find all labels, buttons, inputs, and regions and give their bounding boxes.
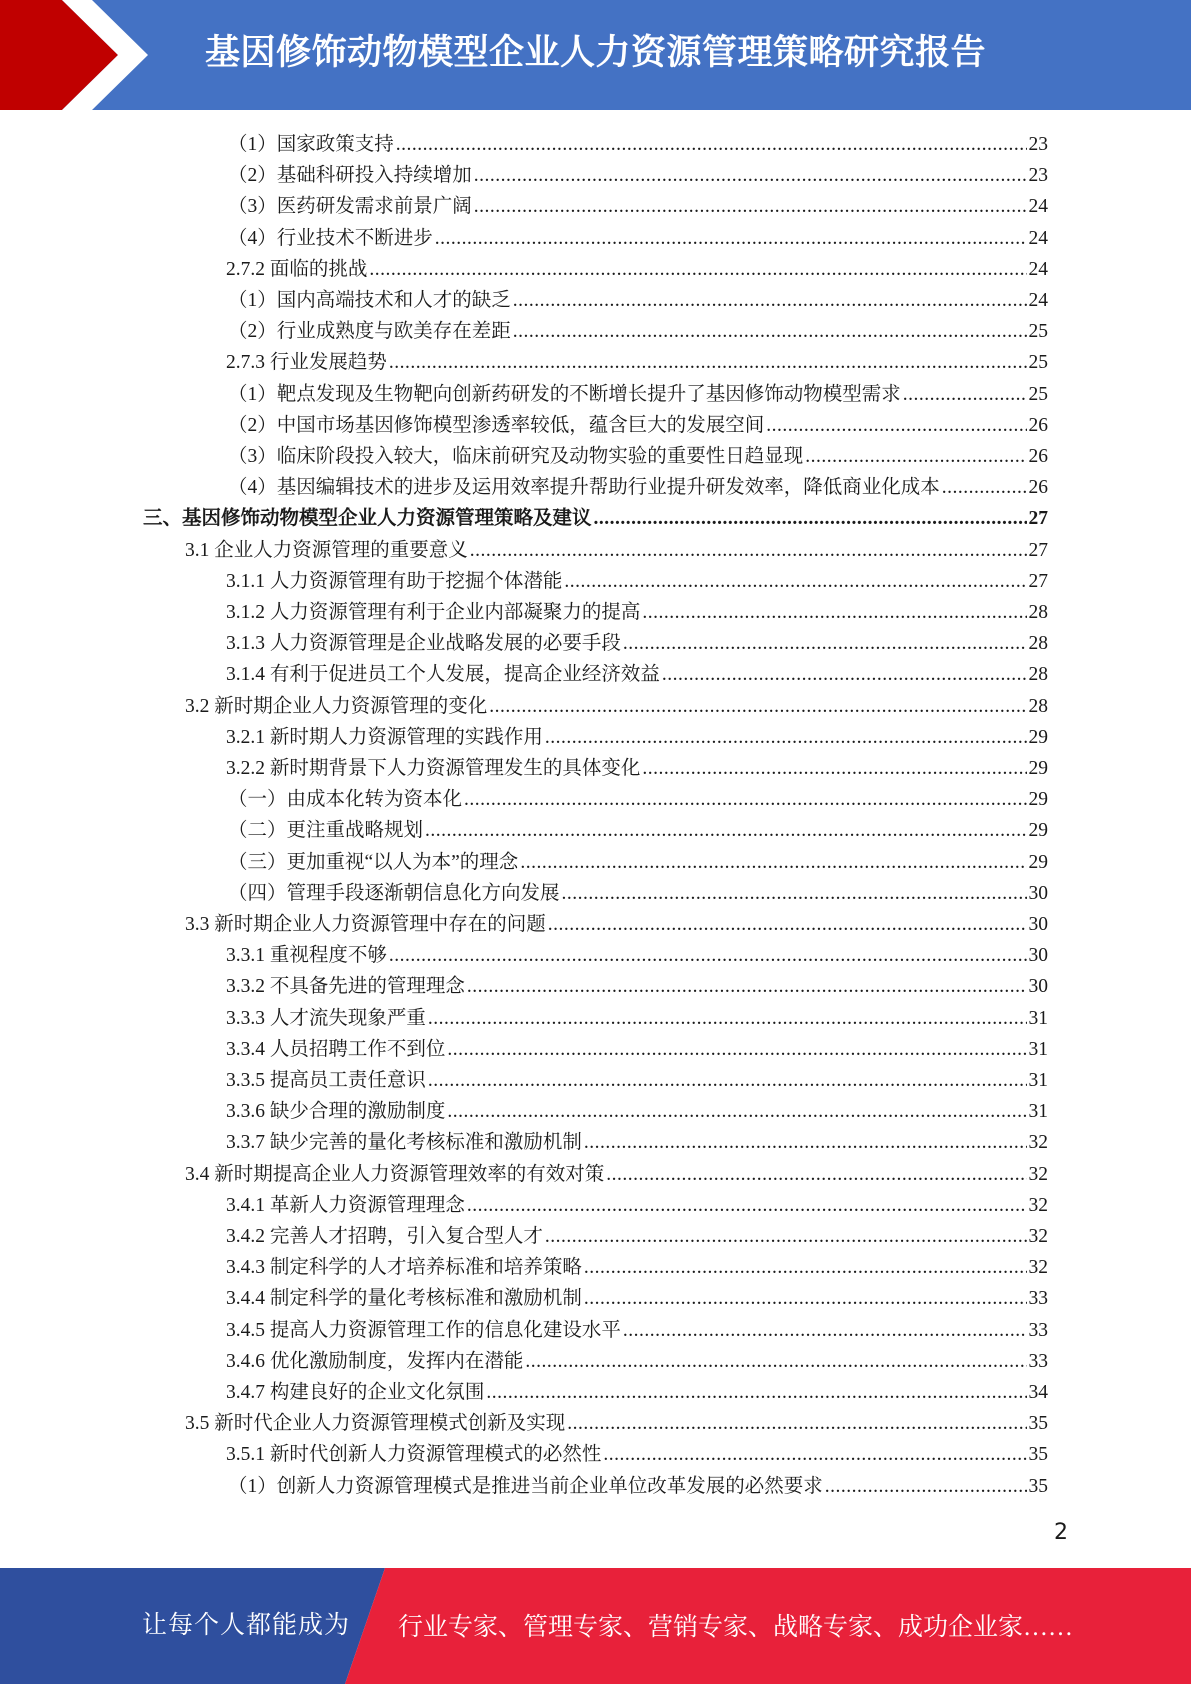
toc-entry[interactable] [228,190,1048,221]
footer-band [0,1568,1191,1684]
toc-entry-label: 3.3.7 缺少完善的量化考核标准和激励机制 [226,1132,582,1154]
toc-entry-label: 3.4.1 革新人力资源管理理念 [226,1194,465,1216]
toc-entry-page: 31 [1028,1070,1048,1091]
toc-leader-dots [545,1226,1027,1248]
toc-leader-dots [942,477,1027,499]
toc-entry-page: 30 [1028,945,1048,967]
toc-entry[interactable] [228,222,1048,253]
toc-entry-label: 3.4.4 制定科学的量化考核标准和激励机制 [226,1288,582,1310]
toc-leader-dots [474,165,1027,187]
toc-leader-dots [623,1320,1027,1342]
toc-entry[interactable] [226,1126,1048,1157]
toc-entry-page: 32 [1028,1194,1048,1216]
toc-entry-page: 25 [1028,352,1048,374]
toc-entry-page: 35 [1028,1475,1048,1497]
toc-leader-dots [545,727,1027,749]
toc-leader-dots [606,1164,1026,1186]
toc-entry-label: （1）创新人力资源管理模式是推进当前企业单位改革发展的必然要求 [228,1475,823,1497]
toc-entry-page: 30 [1028,976,1048,998]
toc-entry-page: 26 [1028,446,1048,467]
toc-entry-page: 29 [1028,851,1048,873]
toc-entry[interactable] [143,502,1048,533]
toc-entry-page: 27 [1028,539,1048,561]
toc-leader-dots [584,1288,1027,1310]
toc-entry-label: 2.7.3 行业发展趋势 [226,352,387,374]
toc-entry[interactable] [226,1251,1048,1282]
toc-entry[interactable] [226,1314,1048,1345]
toc-leader-dots [805,446,1026,468]
toc-leader-dots [525,1351,1026,1373]
toc-entry-label: 3.3.1 重视程度不够 [226,945,387,967]
footer-slogan-right: 行业专家、管理专家、营销专家、战略专家、成功企业家…… [398,1614,1074,1641]
toc-entry-label: 3.3.6 缺少合理的激励制度 [226,1101,446,1123]
toc-leader-dots [662,664,1027,686]
toc-entry-label: （3）医药研发需求前景广阔 [228,196,472,218]
toc-entry-page: 32 [1028,1257,1048,1279]
toc-entry[interactable] [226,1220,1048,1251]
toc-leader-dots [464,789,1026,811]
toc-entry[interactable] [226,1002,1048,1033]
toc-entry-page: 29 [1028,789,1048,811]
toc-entry-label: （4）行业技术不断进步 [228,227,433,249]
toc-entry-page: 24 [1028,227,1048,249]
toc-entry-label: （2）基础科研投入持续增加 [228,165,472,187]
toc-entry[interactable] [228,128,1048,159]
toc-entry[interactable] [185,1158,1048,1189]
toc-leader-dots [567,1413,1026,1435]
toc-entry[interactable] [228,409,1048,440]
toc-leader-dots [428,1008,1027,1030]
toc-entry-label: 3.2.2 新时期背景下人力资源管理发生的具体变化 [226,758,641,779]
toc-entry-page: 25 [1028,383,1048,405]
toc-entry-page: 28 [1028,602,1048,623]
toc-entry[interactable] [228,378,1048,409]
toc-entry[interactable] [226,1064,1048,1095]
toc-leader-dots [603,1444,1026,1466]
toc-leader-dots [513,290,1027,312]
toc-entry[interactable] [226,970,1048,1001]
toc-entry-label: 3.3.5 提高员工责任意识 [226,1070,426,1091]
toc-entry[interactable] [226,1095,1048,1126]
toc-entry-label: （二）更注重战略规划 [228,820,424,842]
toc-entry[interactable] [228,877,1048,908]
toc-entry[interactable] [226,1438,1048,1469]
toc-leader-dots [428,1070,1027,1092]
toc-entry[interactable] [228,471,1048,502]
toc-entry-label: 3.3.2 不具备先进的管理理念 [226,976,465,998]
toc-entry[interactable] [226,721,1048,752]
toc-entry-page: 28 [1028,695,1048,717]
toc-entry[interactable] [228,783,1048,814]
toc-leader-dots [642,758,1026,780]
header-band [0,0,1191,110]
toc-entry[interactable] [228,284,1048,315]
toc-entry-page: 28 [1028,633,1048,655]
toc-entry-label: （3）临床阶段投入较大，临床前研究及动物实验的重要性日趋显现 [228,446,804,467]
toc-entry-label: 三、基因修饰动物模型企业人力资源管理策略及建议 [143,508,592,530]
toc-entry[interactable] [226,565,1048,596]
toc-entry[interactable] [226,658,1048,689]
toc-entry-page: 24 [1028,258,1048,280]
toc-entry-label: 3.5 新时代企业人力资源管理模式创新及实现 [185,1413,566,1435]
toc-entry-label: （1）靶点发现及生物靶向创新药研发的不断增长提升了基因修饰动物模型需求 [228,383,901,405]
toc-entry-page: 33 [1028,1288,1048,1310]
toc-entry-page: 31 [1028,1007,1048,1029]
page-number: 2 [1054,1520,1068,1545]
toc-leader-dots [470,540,1027,562]
toc-leader-dots [594,508,1027,530]
toc-entry-label: 3.2 新时期企业人力资源管理的变化 [185,695,488,717]
toc-entry[interactable] [185,1407,1048,1438]
footer-slogan-left: 让每个人都能成为 [142,1612,351,1639]
toc-entry-label: 3.3.4 人员招聘工作不到位 [226,1038,446,1060]
toc-entry[interactable] [226,1033,1048,1064]
toc-entry[interactable] [185,690,1048,721]
toc-entry-label: 3.4 新时期提高企业人力资源管理效率的有效对策 [185,1163,605,1185]
toc-entry[interactable] [185,534,1048,565]
toc-leader-dots [435,228,1027,250]
toc-entry-label: （2）中国市场基因修饰模型渗透率较低，蕴含巨大的发展空间 [228,414,765,436]
toc-entry[interactable] [226,1345,1048,1376]
toc-entry-page: 26 [1028,414,1048,436]
toc-entry-label: 3.2.1 新时期人力资源管理的实践作用 [226,726,543,748]
toc-leader-dots [467,976,1027,998]
toc-entry-page: 28 [1028,664,1048,686]
toc-entry[interactable] [228,1470,1048,1501]
toc-leader-dots [548,914,1027,936]
toc-leader-dots [396,134,1027,156]
toc-entry-label: 3.1.1 人力资源管理有助于挖掘个体潜能 [226,570,563,592]
toc-entry-page: 29 [1028,820,1048,842]
toc-leader-dots [489,696,1026,718]
toc-entry-page: 32 [1028,1163,1048,1185]
toc-entry-label: 3.1.3 人力资源管理是企业战略发展的必要手段 [226,633,621,655]
toc-entry-label: 3.4.6 优化激励制度，发挥内在潜能 [226,1350,524,1372]
toc-entry-page: 32 [1028,1226,1048,1247]
toc-leader-dots [766,415,1026,437]
toc-entry[interactable] [226,939,1048,970]
toc-entry-page: 32 [1028,1132,1048,1154]
toc-leader-dots [467,1195,1027,1217]
toc-entry-label: 3.5.1 新时代创新人力资源管理模式的必然性 [226,1444,602,1466]
toc-entry[interactable] [228,846,1048,877]
toc-entry-label: 3.3 新时期企业人力资源管理中存在的问题 [185,914,546,935]
toc-entry-label: （1）国家政策支持 [228,134,394,155]
toc-entry[interactable] [228,315,1048,346]
toc-entry-page: 24 [1028,290,1048,311]
toc-entry[interactable] [228,440,1048,471]
toc-leader-dots [623,633,1027,655]
toc-entry-page: 31 [1028,1038,1048,1060]
toc-entry-label: 3.1.4 有利于促进员工个人发展，提高企业经济效益 [226,664,660,686]
toc-entry[interactable] [226,627,1048,658]
toc-entry-label: （四）管理手段逐渐朝信息化方向发展 [228,882,560,904]
toc-entry[interactable] [226,1189,1048,1220]
toc-entry-page: 35 [1028,1444,1048,1466]
toc-entry-label: （1）国内高端技术和人才的缺乏 [228,290,511,311]
toc-entry-page: 33 [1028,1319,1048,1341]
toc-leader-dots [825,1476,1027,1498]
toc-leader-dots [520,852,1026,874]
toc-entry[interactable] [226,596,1048,627]
toc-entry-label: （三）更加重视“以人为本”的理念 [228,851,519,873]
toc-entry-label: （2）行业成熟度与欧美存在差距 [228,321,511,343]
toc-entry-label: （一）由成本化转为资本化 [228,789,463,811]
toc-entry[interactable] [226,1282,1048,1313]
toc-leader-dots [447,1101,1026,1123]
toc-entry-label: （4）基因编辑技术的进步及运用效率提升帮助行业提升研发效率，降低商业化成本 [228,477,940,499]
toc-entry-page: 23 [1028,134,1048,155]
toc-leader-dots [584,1257,1027,1279]
toc-leader-dots [389,945,1027,967]
toc-leader-dots [903,384,1027,406]
toc-entry[interactable] [228,814,1048,845]
toc-entry-label: 3.1 企业人力资源管理的重要意义 [185,539,468,561]
toc-entry-page: 35 [1028,1413,1048,1435]
toc-entry-label: 3.4.3 制定科学的人才培养标准和培养策略 [226,1257,582,1279]
toc-entry[interactable] [226,253,1048,284]
toc-entry-label: 3.4.5 提高人力资源管理工作的信息化建设水平 [226,1319,621,1341]
toc-entry-label: 3.3.3 人才流失现象严重 [226,1007,426,1029]
toc-entry[interactable] [226,752,1048,783]
toc-entry-page: 29 [1028,726,1048,748]
toc-entry-label: 3.1.2 人力资源管理有利于企业内部凝聚力的提高 [226,602,641,623]
toc-leader-dots [447,1039,1026,1061]
toc-entry-page: 33 [1028,1350,1048,1372]
toc-leader-dots [474,196,1027,218]
toc-leader-dots [369,259,1026,281]
toc-entry-page: 30 [1028,882,1048,904]
toc-entry-page: 27 [1028,508,1048,530]
toc-entry-page: 30 [1028,914,1048,935]
toc-leader-dots [564,571,1026,593]
document-title: 基因修饰动物模型企业人力资源管理策略研究报告 [205,33,987,73]
toc-entry[interactable] [226,1376,1048,1407]
toc-entry-label: 2.7.2 面临的挑战 [226,258,368,280]
toc-leader-dots [513,321,1027,343]
toc-entry[interactable] [228,159,1048,190]
toc-entry-label: 3.4.7 构建良好的企业文化氛围 [226,1382,485,1403]
toc-leader-dots [389,352,1027,374]
toc-leader-dots [584,1132,1027,1154]
toc-entry-page: 31 [1028,1101,1048,1123]
toc-entry[interactable] [185,908,1048,939]
toc-leader-dots [642,602,1026,624]
toc-entry-page: 29 [1028,758,1048,779]
toc-entry[interactable] [226,346,1048,377]
toc-entry-page: 26 [1028,477,1048,499]
header-arrow-decoration [0,0,160,110]
toc-entry-page: 27 [1028,570,1048,592]
toc-entry-page: 25 [1028,321,1048,343]
toc-entry-page: 34 [1028,1382,1048,1403]
toc-leader-dots [486,1382,1026,1404]
toc-entry-page: 24 [1028,196,1048,218]
toc-entry-label: 3.4.2 完善人才招聘，引入复合型人才 [226,1226,543,1247]
toc-leader-dots [562,883,1027,905]
toc-leader-dots [425,820,1026,842]
toc-entry-page: 23 [1028,165,1048,187]
